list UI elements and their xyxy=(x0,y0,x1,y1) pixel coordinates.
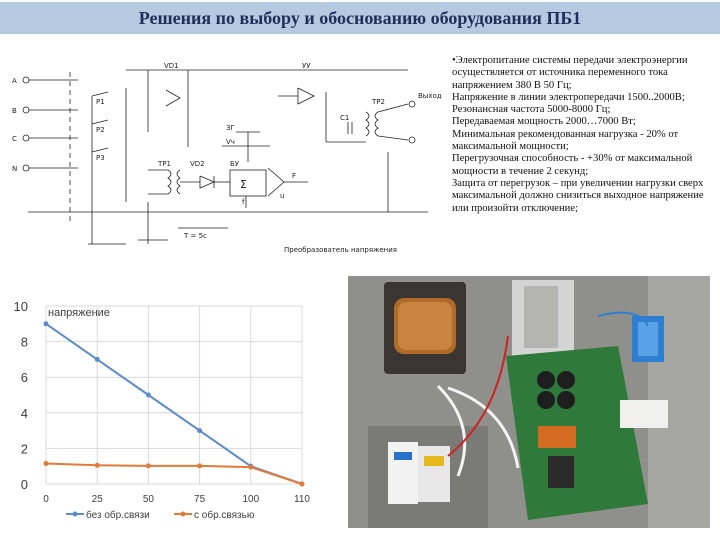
phase-label: N xyxy=(12,165,18,173)
note-line: •Электропитание системы передачи электроэнергии осуществляется от источника переменного тока напряжением 380 В 50 Гц; xyxy=(452,55,688,91)
schematic-footer: Преобразователь напряжения xyxy=(284,246,398,254)
label-vd2: VD2 xyxy=(190,160,205,168)
note-line: Перегрузочная способность - +30% от максимальной мощности в течение 2 секунд; xyxy=(452,153,693,177)
circuit-schematic xyxy=(8,52,448,266)
note-line: Минимальная рекомендованная нагрузка - 20% от максимальной мощности; xyxy=(452,128,679,153)
y-tick-label: 6 xyxy=(20,370,28,386)
x-tick-label: 100 xyxy=(242,494,260,505)
phase-label: B xyxy=(12,107,17,115)
data-point xyxy=(197,463,202,468)
equipment-photo xyxy=(348,276,710,528)
data-point xyxy=(248,465,253,470)
data-point xyxy=(44,321,49,326)
note-line: Напряжение в линии электропередачи 1500..2000В; xyxy=(452,91,685,103)
note-line: Передаваемая мощность 2000…7000 Вт; xyxy=(452,116,636,128)
legend-marker xyxy=(181,512,186,517)
label-yu: УУ xyxy=(302,62,311,70)
data-point xyxy=(300,482,305,487)
y-tick-label: 4 xyxy=(20,405,28,421)
phase-label: C xyxy=(12,135,17,143)
y-tick-label: 10 xyxy=(13,299,28,314)
label-vd1: VD1 xyxy=(164,62,179,70)
label-vch: Vч xyxy=(226,138,235,146)
slide-title: Решения по выбору и обоснованию оборудования ПБ1 xyxy=(138,7,582,28)
y-tick-label: 8 xyxy=(20,334,28,350)
label-bu: БУ xyxy=(230,160,240,168)
x-tick-label: 25 xyxy=(91,494,103,505)
note-line: Резонансная частота 5000-8000 Гц; xyxy=(452,104,611,116)
title-bar xyxy=(0,2,720,34)
x-tick-label: 110 xyxy=(294,494,310,505)
label-f-lower: f xyxy=(242,198,245,206)
y-tick-label: 2 xyxy=(20,441,28,457)
legend-label: с обр.связью xyxy=(194,510,255,521)
series-line xyxy=(46,464,302,484)
x-tick-label: 50 xyxy=(142,494,154,505)
label-zg: ЗГ xyxy=(226,124,235,132)
legend-marker xyxy=(73,512,78,517)
label-sigma: Σ xyxy=(240,178,247,191)
data-point xyxy=(95,463,100,468)
note-line: Защита от перегрузок – при увеличении нагрузки сверх максимальной должно снизиться выходное напряжение или произойти отключение; xyxy=(452,177,704,214)
label-vyhod: Выход xyxy=(418,92,442,100)
phase-label: A xyxy=(12,77,17,85)
x-tick-label: 75 xyxy=(194,494,206,505)
data-point xyxy=(146,393,151,398)
data-point xyxy=(44,461,49,466)
voltage-chart xyxy=(8,284,338,524)
data-point xyxy=(95,357,100,362)
specification-notes xyxy=(452,55,714,215)
legend-label: без обр.связи xyxy=(86,510,150,521)
label-r1: Р1 xyxy=(96,98,105,106)
label-f: F xyxy=(292,172,297,180)
chart-annotation: напряжение xyxy=(48,307,110,319)
x-tick-label: 0 xyxy=(43,494,49,505)
label-r3: Р3 xyxy=(96,154,105,162)
label-t5c: T = 5с xyxy=(184,232,207,240)
data-point xyxy=(146,463,151,468)
label-c1: С1 xyxy=(340,114,350,122)
label-tr1: ТР1 xyxy=(158,160,171,168)
label-u: u xyxy=(280,192,285,200)
data-point xyxy=(197,428,202,433)
label-tr2: ТР2 xyxy=(372,98,385,106)
series-line xyxy=(46,324,302,484)
y-tick-label: 0 xyxy=(20,477,28,492)
label-r2: Р2 xyxy=(96,126,105,134)
